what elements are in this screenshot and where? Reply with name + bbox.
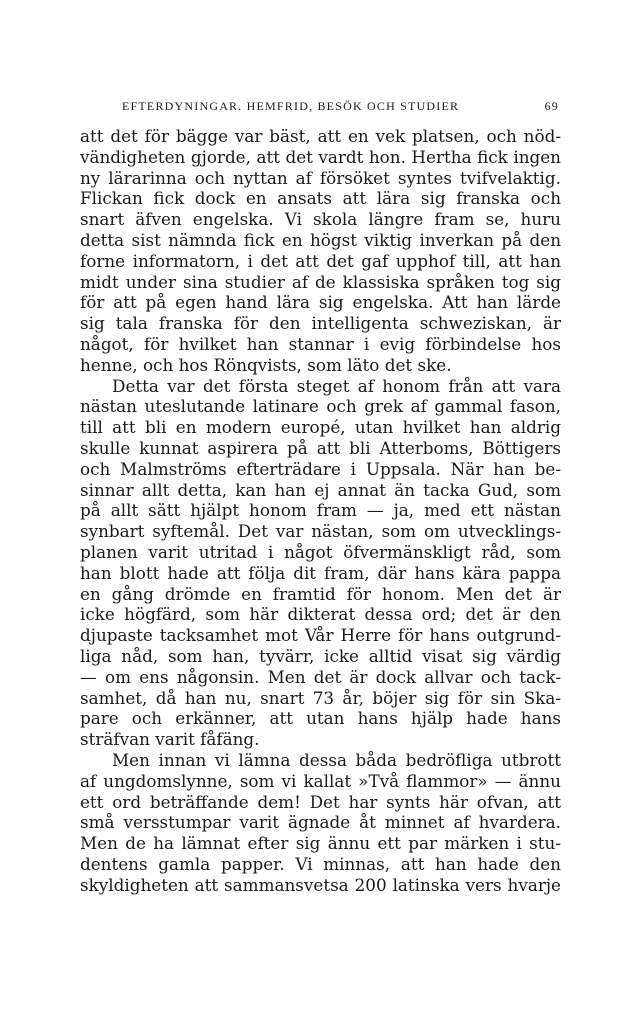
text-line: ny lärarinna och nyttan af försöket syntes tvifvelaktig. xyxy=(80,167,561,188)
text-line: Flickan fick dock en ansats att lära sig franska och xyxy=(80,188,561,209)
text-line: små versstumpar varit ägnade åt minnet af hvardera. xyxy=(80,812,561,833)
running-head-title: EFTERDYNINGAR. HEMFRID, BESÖK OCH STUDIER xyxy=(122,99,460,113)
text-line: Men de ha lämnat efter sig ännu ett par märken i stu- xyxy=(80,833,561,854)
text-line: liga nåd, som han, tyvärr, icke alltid visat sig värdig xyxy=(80,645,561,666)
text-line: pare och erkänner, att utan hans hjälp hade hans xyxy=(80,708,561,729)
text-line: vändigheten gjorde, att det vardt hon. Hertha fick ingen xyxy=(80,146,561,167)
paragraph-first-line: Detta var det första steget af honom från att vara xyxy=(112,375,561,396)
running-head xyxy=(80,98,561,114)
body-text xyxy=(80,126,561,895)
text-line: planen varit utritad i något öfvermänskligt råd, som xyxy=(80,541,561,562)
text-line: för att på egen hand lära sig engelska. Att han lärde xyxy=(80,292,561,313)
text-line: djupaste tacksamhet mot Vår Herre för hans outgrund- xyxy=(80,625,561,646)
text-line: synbart syftemål. Det var nästan, som om utvecklings- xyxy=(80,521,561,542)
text-line: till att bli en modern europé, utan hvilket han aldrig xyxy=(80,417,561,438)
text-line: sig tala franska för den intelligenta schweziskan, är xyxy=(80,313,561,334)
text-line: sinnar allt detta, kan han ej annat än tacka Gud, som xyxy=(80,479,561,500)
text-line: en gång drömde en framtid för honom. Men det är xyxy=(80,583,561,604)
text-line: midt under sina studier af de klassiska språken tog sig xyxy=(80,271,561,292)
paragraph-first-line: Men innan vi lämna dessa båda bedröfliga utbrott xyxy=(112,749,561,770)
text-line: på allt sätt hjälpt honom fram — ja, med ett nästan xyxy=(80,500,561,521)
text-line: och Malmströms efterträdare i Uppsala. När han be- xyxy=(80,458,561,479)
text-line: skulle kunnat aspirera på att bli Atterboms, Böttigers xyxy=(80,437,561,458)
text-line: detta sist nämnda fick en högst viktig inverkan på den xyxy=(80,229,561,250)
text-line: forne informatorn, i det att det gaf upphof till, att han xyxy=(80,250,561,271)
text-line: att det för bägge var bäst, att en vek platsen, och nöd- xyxy=(80,126,561,146)
text-line: skyldigheten att sammansvetsa 200 latinska vers hvarje xyxy=(80,874,561,895)
text-line: nästan uteslutande latinare och grek af gammal fason, xyxy=(80,396,561,417)
paragraph-last-line: sträfvan varit fåfäng. xyxy=(80,729,260,750)
text-line: ett ord beträffande dem! Det har synts här ofvan, att xyxy=(80,791,561,812)
text-line: samhet, då han nu, snart 73 år, böjer sig för sin Ska- xyxy=(80,687,561,708)
text-line: snart äfven engelska. Vi skola längre fram se, huru xyxy=(80,209,561,230)
text-line: icke högfärd, som här dikterat dessa ord; det är den xyxy=(80,604,561,625)
text-line: något, för hvilket han stannar i evig förbindelse hos xyxy=(80,333,561,354)
text-line: af ungdomslynne, som vi kallat »Två flammor» — ännu xyxy=(80,770,561,791)
text-line: han blott hade att följa dit fram, där hans kära pappa xyxy=(80,562,561,583)
page-number: 69 xyxy=(544,99,559,113)
text-line: — om ens någonsin. Men det är dock allvar och tack- xyxy=(80,666,561,687)
paragraph-last-line: henne, och hos Rönqvists, som läto det ske. xyxy=(80,354,452,375)
text-line: dentens gamla papper. Vi minnas, att han hade den xyxy=(80,853,561,874)
